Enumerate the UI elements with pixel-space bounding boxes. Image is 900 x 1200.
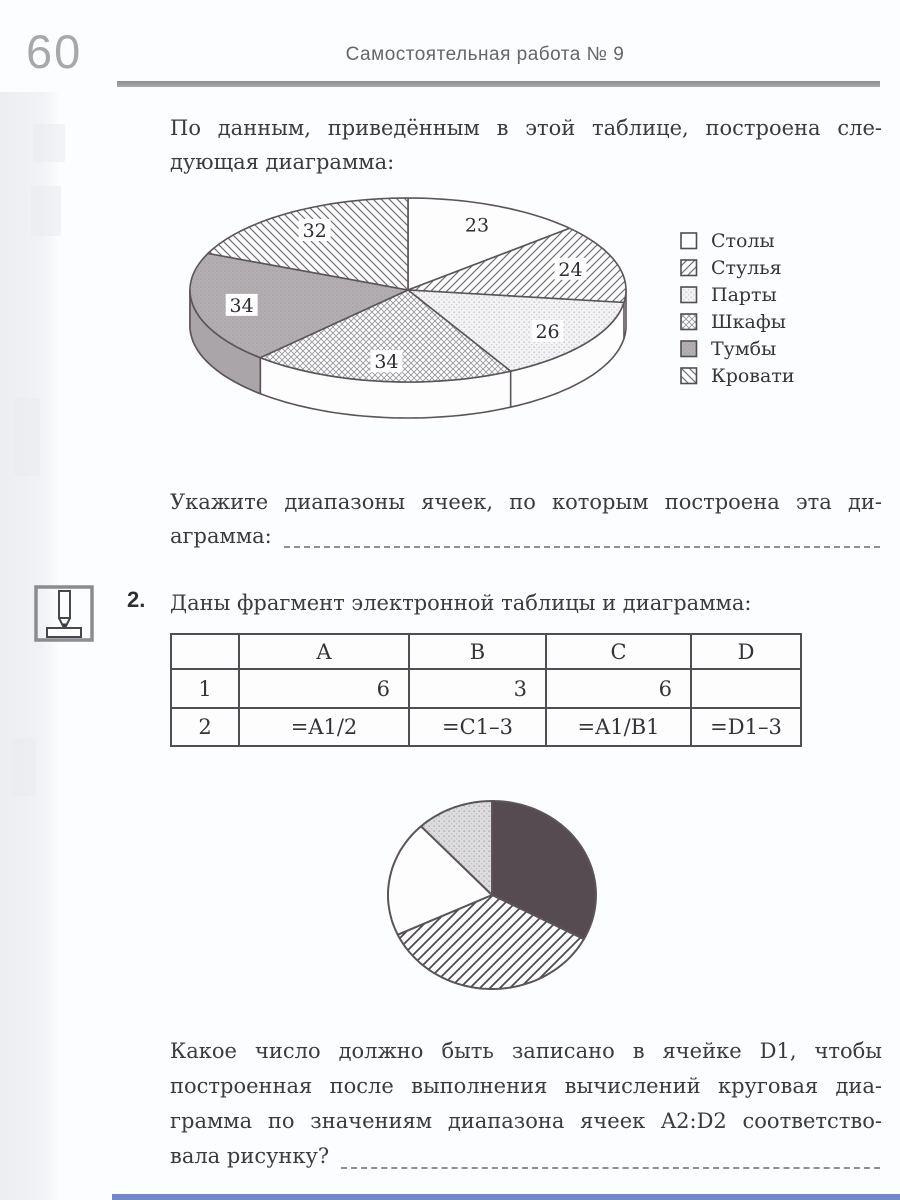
- legend-label: Шкафы: [711, 310, 786, 333]
- column-header: C: [546, 634, 691, 669]
- page-header-title: Самостоятельная работа № 9: [345, 44, 625, 65]
- cell-D2: =D1–3: [691, 708, 801, 746]
- legend-item-tables: [680, 227, 795, 254]
- pie-slice-label: 34: [229, 294, 254, 317]
- header-rule: [117, 81, 880, 87]
- pie-slice-label: 26: [535, 321, 560, 344]
- scan-bleed-artifact: [14, 398, 40, 476]
- furniture-pie-chart: [168, 186, 640, 426]
- legend-swatch-slash: [680, 259, 698, 277]
- question-2: [170, 1034, 882, 1174]
- pie-slice-label: 23: [464, 214, 490, 237]
- pencil-task-icon: [33, 584, 95, 644]
- legend-item-beds: [680, 362, 795, 389]
- cell-B1: 3: [409, 669, 546, 708]
- scan-bleed-artifact: [31, 186, 61, 236]
- scan-bleed-artifact: [12, 738, 36, 796]
- legend-swatch-white: [680, 232, 698, 250]
- legend-swatch-cross: [680, 313, 698, 331]
- cell-C1: 6: [546, 669, 691, 708]
- legend-label: Стулья: [711, 256, 782, 279]
- corner-cell: [171, 634, 239, 669]
- column-header: D: [691, 634, 801, 669]
- paragraph-line: аграмма:: [170, 524, 272, 548]
- legend-swatch-gray: [680, 340, 698, 358]
- paragraph-line: По данным, приведённым в этой таблице, построена сле-: [170, 116, 882, 140]
- chart-legend: [680, 227, 795, 389]
- legend-item-chairs: [680, 254, 795, 281]
- legend-item-cabinets: [680, 308, 795, 335]
- paragraph-line: дующая диаграмма:: [170, 150, 395, 174]
- legend-label: Кровати: [711, 364, 795, 387]
- intro-paragraph: [170, 111, 882, 179]
- scan-bleed-artifact: [33, 124, 65, 162]
- task-number: 2.: [127, 587, 146, 612]
- paragraph-line: построенная после выполнения вычислений круговая диа-: [170, 1074, 882, 1098]
- pie-slice-label: 24: [558, 258, 583, 281]
- answer-blank-line: [341, 1153, 880, 1169]
- cell-B2: =C1–3: [409, 708, 546, 746]
- legend-swatch-dots-light: [680, 286, 698, 304]
- row-header: 2: [171, 708, 239, 746]
- paragraph-line: Какое число должно быть записано в ячейке D1, чтобы: [170, 1039, 882, 1063]
- cell-C2: =A1/B1: [546, 708, 691, 746]
- page-number: 60: [26, 25, 83, 78]
- paragraph-line: грамма по значениям диапазона ячеек A2:D2 соответство-: [170, 1109, 882, 1133]
- pie-slice-label: 32: [302, 220, 327, 243]
- paragraph-line: Укажите диапазоны ячеек, по которым построена эта ди-: [170, 490, 882, 514]
- answer-blank-line: [284, 532, 880, 548]
- spreadsheet-table: [170, 633, 802, 747]
- legend-swatch-back: [680, 367, 698, 385]
- table-row: [171, 708, 801, 746]
- question-1: [170, 485, 882, 553]
- scan-edge-strip: [112, 1194, 900, 1200]
- legend-label: Парты: [711, 283, 777, 306]
- column-header: A: [239, 634, 409, 669]
- legend-item-desks: [680, 281, 795, 308]
- row-header: 1: [171, 669, 239, 708]
- answer-pie-chart: [378, 790, 606, 1002]
- paragraph-line: вала рисунку?: [170, 1144, 330, 1168]
- legend-item-nightstands: [680, 335, 795, 362]
- cell-A2: =A1/2: [239, 708, 409, 746]
- paragraph-line: Даны фрагмент электронной таблицы и диаграмма:: [170, 591, 752, 615]
- legend-label: Столы: [711, 229, 775, 252]
- table-row: [171, 669, 801, 708]
- cell-D1: [691, 669, 801, 708]
- pie-slice-label: 34: [374, 351, 399, 374]
- cell-A1: 6: [239, 669, 409, 708]
- table-header-row: [171, 634, 801, 669]
- column-header: B: [409, 634, 546, 669]
- task-2-text: [170, 586, 882, 620]
- scan-edge-shadow: [0, 92, 60, 1200]
- legend-label: Тумбы: [711, 337, 777, 360]
